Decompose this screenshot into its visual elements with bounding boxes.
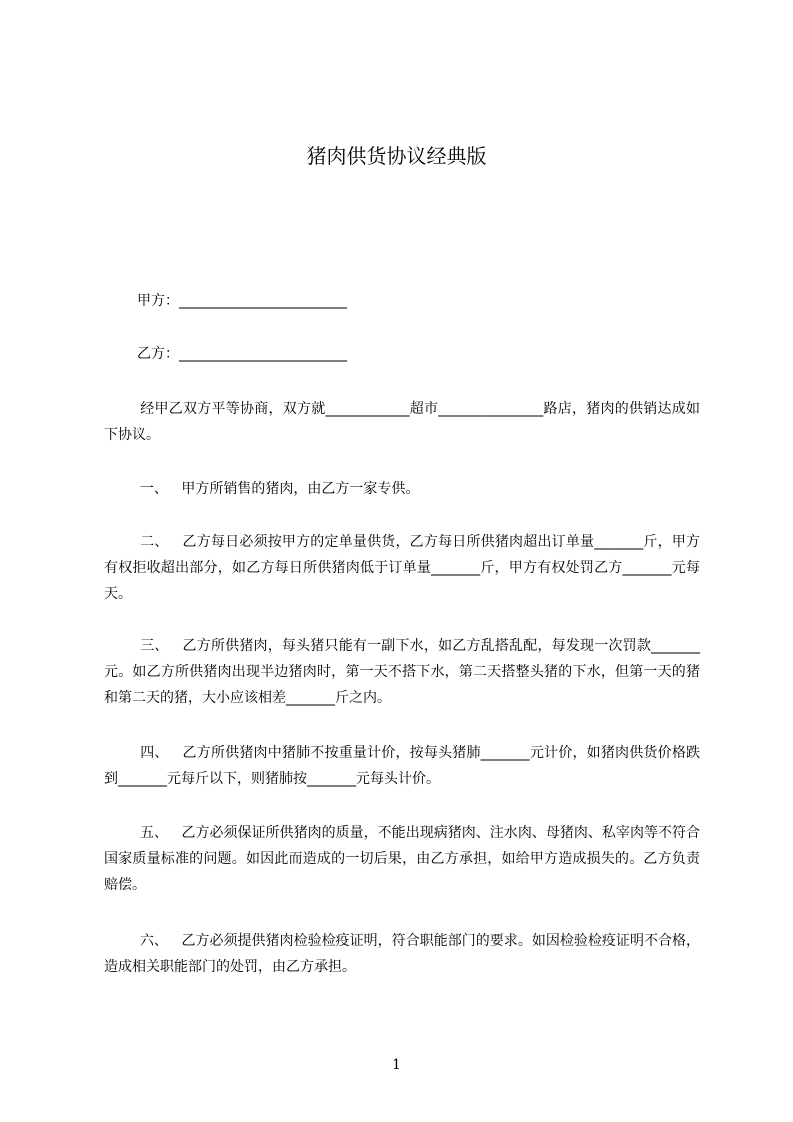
- intro-text: 经甲乙双方平等协商，双方就____________超市_______________路店，猪肉的供销达成如下协议。: [104, 401, 700, 443]
- clause-number: 二、: [140, 534, 169, 550]
- document-title: 猪肉供货协议经典版: [306, 144, 487, 168]
- page-number: 1: [392, 1057, 401, 1073]
- party-a-line: [137, 291, 347, 311]
- clause-number: 三、: [140, 638, 169, 654]
- clause-4: [104, 740, 700, 792]
- clause-text: 乙方必须保证所供猪肉的质量，不能出现病猪肉、注水肉、母猪肉、私宰肉等不符合国家质量标准的问题。如因此而造成的一切后果，由乙方承担，如给甲方造成损失的。乙方负责赔偿。: [104, 825, 700, 893]
- clause-text: 甲方所销售的猪肉，由乙方一家专供。: [181, 481, 420, 497]
- clause-text: 乙方所供猪肉，每头猪只能有一副下水，如乙方乱搭乱配，每发现一次罚款_______元。如乙方所供猪肉出现半边猪肉时，第一天不搭下水，第二天搭整头猪的下水，但第一天的猪和第二天的猪，大小应该相差_______斤之内。: [104, 638, 701, 706]
- clause-2: [104, 529, 700, 607]
- clause-5: [104, 820, 700, 898]
- clause-number: 一、: [140, 481, 168, 497]
- party-a-blank: ________________________: [179, 293, 347, 309]
- clause-3: [104, 633, 700, 711]
- clause-text: 乙方每日必须按甲方的定单量供货，乙方每日所供猪肉超出订单量_______斤，甲方有权拒收超出部分，如乙方每日所供猪肉低于订单量_______斤，甲方有权处罚乙方_______元每天。: [104, 534, 701, 602]
- clause-number: 六、: [140, 933, 169, 949]
- clause-number: 五、: [140, 825, 169, 841]
- clause-text: 乙方所供猪肉中猪肺不按重量计价，按每头猪肺_______元计价，如猪肉供货价格跌到_______元每斤以下，则猪肺按_______元每头计价。: [104, 745, 701, 787]
- party-b-line: [137, 344, 347, 364]
- party-b-label: 乙方：: [137, 346, 179, 362]
- party-b-blank: ________________________: [179, 346, 347, 362]
- clause-6: [104, 928, 700, 980]
- party-a-label: 甲方：: [137, 293, 179, 309]
- intro-paragraph: [104, 396, 700, 448]
- clause-text: 乙方必须提供猪肉检验检疫证明，符合职能部门的要求。如因检验检疫证明不合格，造成相关职能部门的处罚，由乙方承担。: [104, 933, 700, 975]
- clause-number: 四、: [140, 745, 169, 761]
- clause-1: [104, 476, 700, 502]
